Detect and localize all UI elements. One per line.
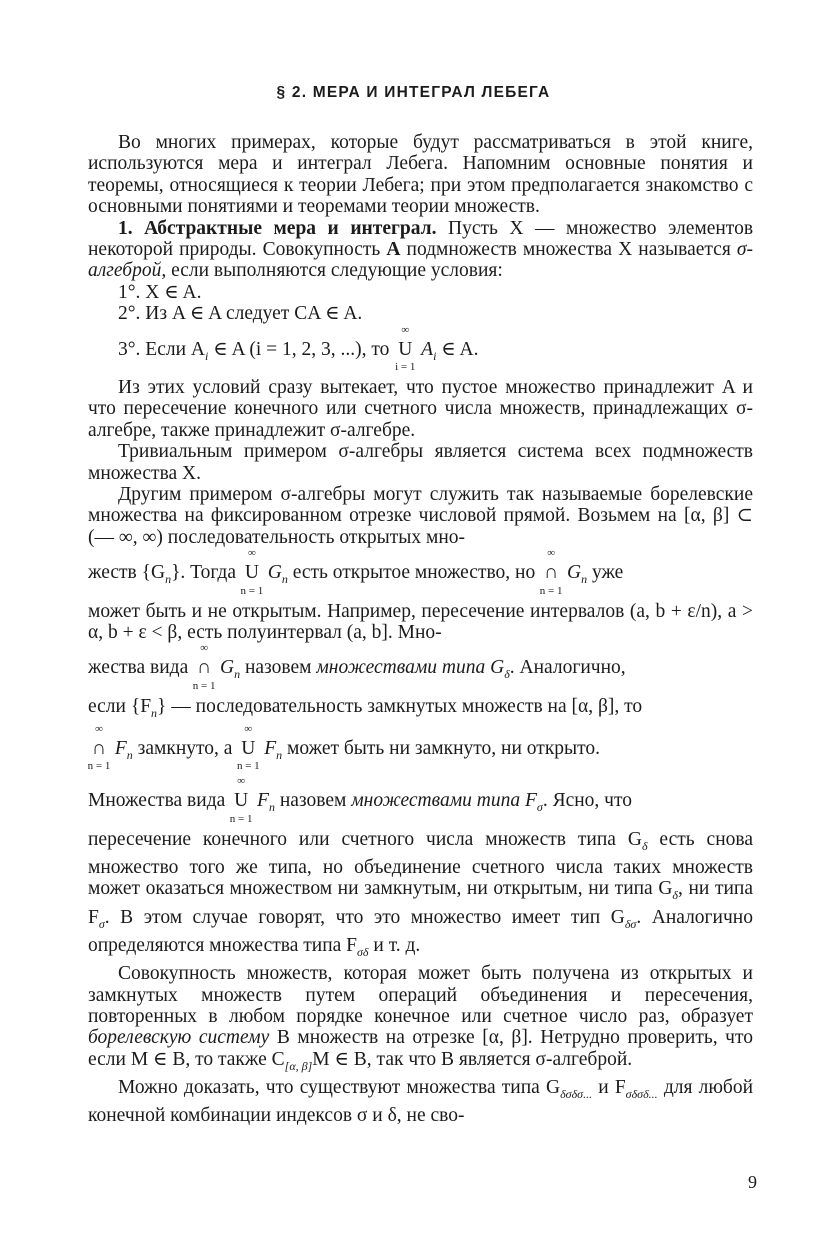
borel-line-e <box>88 696 753 724</box>
sub-delta-2: δ <box>641 838 648 853</box>
intro-paragraph: Во многих примерах, которые будут рассматриваться в этой книге, используются мера и интеграл Лебега. Напомним основные понятия и теоремы, относящиеся к теории Лебега; при этом предполагается знакомство с основными понятиями и теоремами теории множеств. <box>88 132 753 218</box>
sub-sigma: σ <box>536 800 543 815</box>
op-symbol: ∩ <box>91 737 107 759</box>
borel-d4: . Аналогично, <box>509 657 626 679</box>
op-sup: ∞ <box>244 722 253 735</box>
sigma-algebra-term: σ-алгеброй, <box>88 239 753 282</box>
borel-g3: множествами типа F <box>351 790 537 812</box>
inter-operator-2 <box>192 642 216 692</box>
sub-n-6: n <box>126 747 133 762</box>
system-sub: [α, β] <box>284 1058 313 1073</box>
borel-d3: множествами типа G <box>316 657 505 679</box>
sub-n-2: n <box>281 572 288 587</box>
op-sup: ∞ <box>95 722 103 735</box>
inter-operator-3 <box>87 722 111 773</box>
op-sub: n = 1 <box>192 679 216 692</box>
body-text <box>88 132 753 1127</box>
op-symbol: U <box>244 562 259 584</box>
borel-b3: есть открытое множество, но <box>292 562 536 584</box>
borel-e2: } — последовательность замкнутых множеств на [α, β], то <box>157 695 643 717</box>
op-sub: n = 1 <box>236 760 260 773</box>
op-symbol: ∩ <box>544 562 559 584</box>
trivial-example-paragraph: Тривиальным примером σ-алгебры является система всех подмножеств множества X. <box>88 441 753 484</box>
op-sub: i = 1 <box>395 361 416 374</box>
op-sup: ∞ <box>200 642 209 655</box>
borel-paragraph <box>88 484 753 548</box>
op-sub: n = 1 <box>539 584 563 597</box>
last-a: Можно доказать, что существуют множества типа G <box>118 1077 561 1099</box>
op-sup: ∞ <box>401 323 410 336</box>
borel-b2: }. Тогда <box>171 562 236 584</box>
intro-text-b: подмножеств множества X называется <box>400 239 737 261</box>
borel-line-b <box>88 548 753 600</box>
cond3-b: ∈ A (i = 1, 2, 3, ...), то <box>208 338 390 360</box>
G-sym-2: G <box>567 562 582 584</box>
borel-g1: Множества вида <box>88 790 226 812</box>
sub-n-3: n <box>581 572 588 587</box>
borel-d2: назовем <box>244 657 312 679</box>
empty-set-paragraph: Из этих условий сразу вытекает, что пустое множество принадлежит A и что пересечение конечного или счетного числа множеств, принадлежащих σ-алгебре, также принадлежит σ-алгебре. <box>88 376 753 441</box>
borel-f1: замкнуто, а <box>137 737 233 759</box>
F-sym: F <box>114 737 127 759</box>
sub-n-5: n <box>151 705 158 720</box>
borel-h3: , ни типа F <box>88 878 753 928</box>
borel-h5: . Аналогично определяются множества типа F <box>88 906 753 956</box>
system-b: B множеств на отрезке [α, β]. Нетрудно проверить, что если M ∈ B, то также C <box>88 1027 754 1070</box>
last-paragraph <box>88 1077 753 1127</box>
sub-i-2: i <box>433 348 437 363</box>
op-sub: n = 1 <box>87 760 111 773</box>
borel-line-g <box>88 776 753 828</box>
borel-h6: и т. д. <box>368 934 421 956</box>
last-sub2: σδσδ... <box>625 1086 658 1101</box>
borel-h2: есть снова множество того же типа, но объединение счетного числа таких множеств может оказаться множеством ни замкнутым, ни открытым, ни типа G <box>88 828 753 900</box>
sub-n-8: n <box>268 800 275 815</box>
op-sup: ∞ <box>247 547 256 560</box>
sub-delta: δ <box>504 667 510 682</box>
op-sup: ∞ <box>547 547 556 560</box>
page-number: 9 <box>748 1172 757 1192</box>
borel-f2: может быть ни замкнуто, ни открыто. <box>287 737 601 759</box>
sub-sigma-2: σ <box>98 916 105 931</box>
cond3-a: 3°. Если A <box>118 338 205 360</box>
sub-n: n <box>165 572 172 587</box>
borel-line-d <box>88 643 753 695</box>
op-symbol: U <box>234 790 249 812</box>
borel-b4: уже <box>591 562 624 584</box>
sub-i: i <box>205 348 209 363</box>
op-sub: n = 1 <box>229 812 253 825</box>
borel-line-h <box>88 829 753 964</box>
borel-b1: жеств {G <box>88 562 166 584</box>
union-operator-3 <box>236 722 260 773</box>
inter-operator <box>539 547 563 597</box>
op-symbol: U <box>398 338 413 360</box>
borel-d1: жества вида <box>88 657 189 679</box>
abstract-measure-paragraph <box>88 218 753 282</box>
borel-h: пересечение конечного или счетного числа множеств типа G <box>88 828 642 850</box>
section-heading: § 2. МЕРА И ИНТЕГРАЛ ЛЕБЕГА <box>276 84 551 101</box>
borel-g4: . Ясно, что <box>542 790 632 812</box>
borel-a: Другим примером σ-алгебры могут служить так называемые борелевские множества на фиксированном отрезке числовой прямой. Возьмем на [α, β] ⊂ (— ∞, ∞) последовательность открытых мно- <box>88 483 753 548</box>
system-a: Совокупность множеств, которая может быть получена из открытых и замкнутых множеств путем операций объединения и пересечения, повторенных в любом порядке конечное или счетное число раз, образует <box>88 963 753 1027</box>
last-sub1: δσδσ... <box>560 1086 593 1101</box>
union-operator <box>395 323 416 374</box>
sub-dsig: δσ <box>624 916 637 931</box>
cond3-d: ∈ A. <box>436 338 479 360</box>
union-operator-2 <box>240 547 264 597</box>
F-sym-3: F <box>257 790 269 812</box>
union-operator-4 <box>229 775 253 825</box>
condition-1: 1°. X ∈ A. <box>118 281 202 303</box>
sub-sdel: σδ <box>357 944 369 959</box>
op-symbol: U <box>241 737 256 759</box>
op-sub: n = 1 <box>240 584 264 597</box>
last-b: и F <box>592 1077 626 1099</box>
borel-line-c: может быть и не открытым. Например, пересечение интервалов (a, b + ε/n), a > α, b + ε < β, есть полуинтервал (a, b]. Мно- <box>88 600 753 643</box>
borel-e: если {F <box>88 695 152 717</box>
intro-text-a: Пусть X — множество элементов некоторой природы. Совокупность <box>88 217 754 261</box>
F-sym-2: F <box>264 737 277 759</box>
condition-2: 2°. Из A ∈ A следует CA ∈ A. <box>118 303 363 325</box>
G-sym: G <box>267 562 282 584</box>
borel-line-f <box>88 724 753 776</box>
system-c: M ∈ B, так что B является σ-алгеброй. <box>312 1048 633 1070</box>
system-term: борелевскую систему <box>88 1027 270 1049</box>
op-symbol: ∩ <box>197 657 212 679</box>
borel-h4: . В этом случае говорят, что это множество имеет тип G <box>104 906 625 928</box>
borel-system-paragraph <box>88 963 753 1077</box>
subsection-title: 1. Абстрактные мера и интеграл. <box>118 217 437 239</box>
bold-A: A <box>386 239 401 261</box>
borel-g2: назовем <box>279 790 347 812</box>
condition-3 <box>118 325 753 377</box>
G-sym-3: G <box>219 657 235 679</box>
intro-text-c: если выполняются следующие условия: <box>166 260 503 282</box>
cond3-c: A <box>421 338 434 360</box>
last-c: для любой конечной комбинации индексов σ и δ, не сво- <box>88 1077 754 1127</box>
sub-delta-3: δ <box>672 888 678 903</box>
sub-n-7: n <box>276 747 283 762</box>
sub-n-4: n <box>234 667 241 682</box>
op-sup: ∞ <box>237 775 246 788</box>
